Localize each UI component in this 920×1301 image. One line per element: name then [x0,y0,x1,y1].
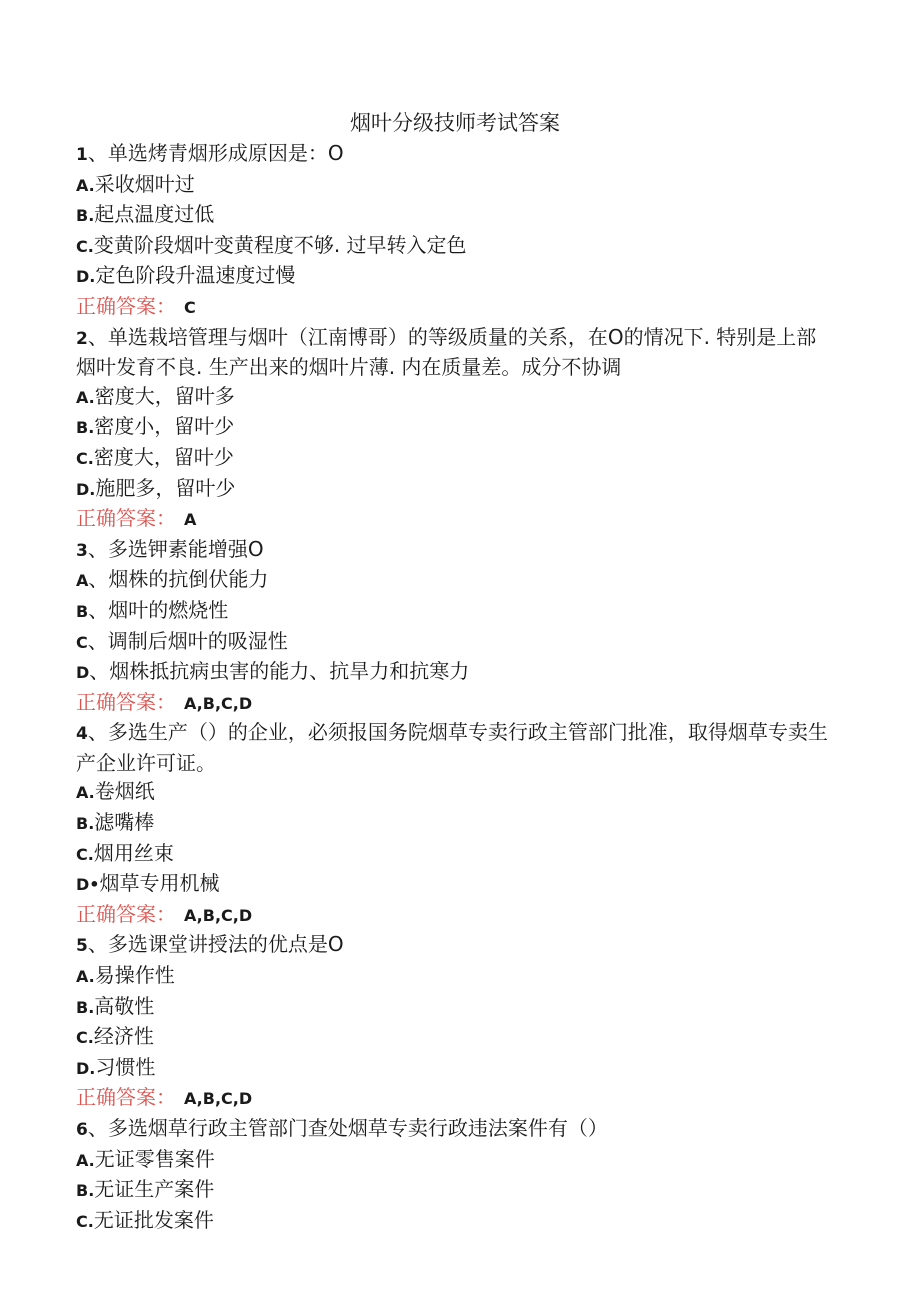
option-text: 定色阶段升温速度过慢 [95,263,296,288]
answer-value: C [184,297,196,317]
question-text: 、多选烟草行政主管部门查处烟草专卖行政违法案件有（） [87,1116,608,1140]
question-item [76,535,831,719]
option-text: 施肥多，留叶少 [95,475,236,500]
correct-answer [76,504,831,535]
option-key: B [76,601,89,621]
option-text: 烟用丝束 [93,840,174,865]
question-stem [76,323,831,382]
question-stem [76,535,831,566]
option-item [76,961,831,992]
option-text: 无证批发案件 [93,1207,214,1232]
question-item [76,718,831,930]
option-item [76,382,831,413]
option-text: 高敬性 [94,993,155,1018]
question-number: 3 [76,540,88,561]
option-item [76,170,831,201]
correct-answer [76,900,831,931]
option-key: A. [76,967,95,987]
option-key: C. [76,236,94,256]
answer-value: A,B,C,D [184,905,253,925]
option-item [76,1022,831,1053]
option-text: 密度小，留叶少 [94,414,235,439]
option-key: A [76,571,89,591]
correct-answer [76,688,831,719]
question-number: 5 [76,936,88,957]
option-text: 采收烟叶过 [94,171,195,196]
option-text: 卷烟纸 [94,779,155,804]
option-item [76,1206,831,1237]
question-item [76,139,831,323]
option-text: 密度大，留叶少 [93,444,234,469]
option-item [76,777,831,808]
option-item [76,839,831,870]
option-text: 易操作性 [94,963,175,988]
option-key: C. [76,448,94,468]
option-key: D [76,663,90,683]
option-text: 变黄阶段烟叶变黄程度不够. 过早转入定色 [93,232,467,257]
option-item [76,231,831,262]
option-item [76,200,831,231]
option-text: 烟草专用机械 [99,871,220,896]
option-item [76,627,831,658]
option-item [76,1175,831,1206]
option-item [76,261,831,292]
option-item [76,869,831,900]
option-item [76,657,831,688]
option-key: D• [76,875,100,895]
option-text: 、烟叶的燃烧性 [88,597,229,622]
option-item [76,474,831,505]
option-key: D. [76,479,96,499]
option-key: C. [76,844,94,864]
option-key: A. [76,175,95,195]
option-item [76,808,831,839]
option-key: B. [76,206,95,226]
option-item [76,596,831,627]
question-text: 、多选课堂讲授法的优点是O [87,932,344,957]
option-text: 经济性 [93,1024,154,1049]
question-number: 6 [76,1120,88,1140]
answer-value: A [184,510,197,530]
option-item [76,443,831,474]
question-stem [76,718,831,777]
answer-label: 正确答案： [76,1085,176,1110]
question-stem [76,139,831,170]
question-number: 1 [76,145,88,165]
question-item [76,1114,831,1236]
option-key: D. [76,267,96,287]
option-key: C [76,632,88,652]
option-key: B. [76,1181,95,1201]
option-key: B. [76,997,95,1017]
option-text: 无证生产案件 [94,1177,215,1202]
option-text: 起点温度过低 [94,202,215,227]
option-key: C. [76,1028,94,1048]
question-number: 2 [76,328,88,349]
option-key: A. [76,387,95,407]
option-item [76,412,831,443]
option-text: 无证零售案件 [94,1146,215,1171]
option-item [76,1053,831,1084]
answer-value: A,B,C,D [184,1089,253,1109]
question-number: 4 [76,724,88,745]
question-list [76,139,831,1236]
answer-label: 正确答案： [76,901,176,926]
question-text: 、单选栽培管理与烟叶（江南博哥）的等级质量的关系，在O的情况下. 特别是上部烟叶发育不良. 生产出来的烟叶片薄. 内在质量差。成分不协调 [76,324,817,380]
question-stem [76,1114,831,1145]
option-key: A. [76,1150,95,1170]
question-item [76,323,831,535]
option-item [76,1145,831,1176]
option-key: B. [76,418,95,438]
option-text: 、烟株抵抗病虫害的能力、抗旱力和抗寒力 [89,659,470,684]
option-item [76,992,831,1023]
option-key: B. [76,814,95,834]
answer-label: 正确答案： [76,506,176,531]
option-text: 密度大，留叶多 [94,383,235,408]
answer-label: 正确答案： [76,689,176,714]
answer-label: 正确答案： [76,293,176,318]
correct-answer [76,292,831,323]
question-item [76,930,831,1114]
question-text: 、多选生产（）的企业，必须报国务院烟草专卖行政主管部门批准，取得烟草专卖生产企业许可证。 [76,720,828,775]
question-text: 、多选钾素能增强O [87,536,264,561]
correct-answer [76,1083,831,1114]
question-stem [76,930,831,961]
option-text: 、调制后烟叶的吸湿性 [87,628,288,653]
option-item [76,565,831,596]
answer-value: A,B,C,D [184,693,253,713]
option-text: 、烟株的抗倒伏能力 [88,567,269,592]
option-text: 滤嘴棒 [94,810,155,835]
option-key: C. [76,1211,94,1231]
option-text: 习惯性 [95,1054,156,1079]
option-key: D. [76,1058,96,1078]
option-key: A. [76,783,95,803]
document-title: 烟叶分级技师考试答案 [350,111,560,135]
question-text: 、单选烤青烟形成原因是：O [87,141,344,165]
